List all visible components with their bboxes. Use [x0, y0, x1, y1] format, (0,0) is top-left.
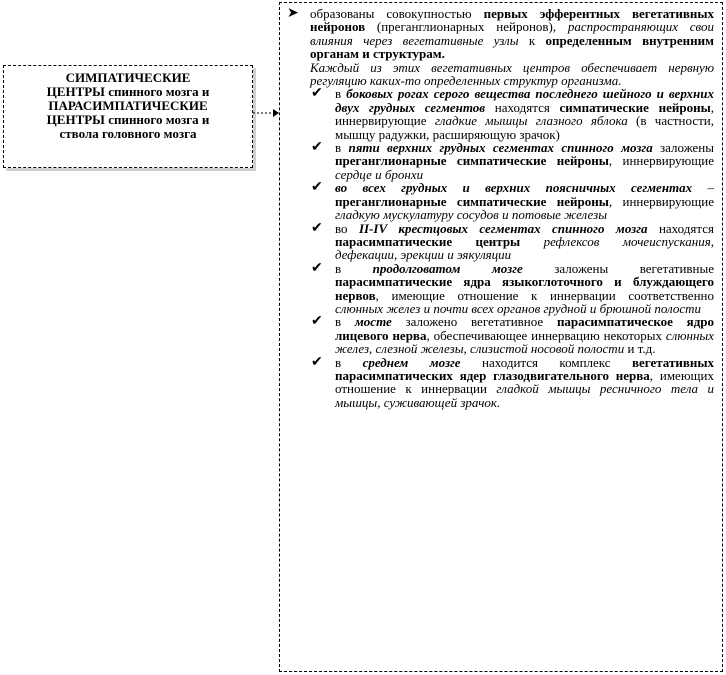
centers-list [310, 87, 714, 409]
list-item [311, 354, 715, 410]
text-run: заложены вегетативные [522, 260, 715, 276]
centers-title-line: ЦЕНТРЫ спинного мозга и [46, 84, 210, 99]
text-run: образованы совокупностью [310, 6, 484, 21]
list-item [311, 180, 715, 223]
list-item-text [335, 262, 714, 316]
text-run: в [335, 86, 347, 102]
text-run [520, 234, 543, 249]
text-run: первых эфферентных вегетативных нейронов [310, 6, 715, 35]
text-run: к [518, 32, 546, 48]
text-run: вегетативных парасимпатических ядер глазодвигательного нерва [335, 354, 714, 383]
text-run: , иннервирующие [608, 193, 715, 209]
text-run: находится комплекс [460, 354, 632, 370]
list-item-text [335, 356, 714, 410]
list-item-text [335, 315, 714, 355]
text-run: пяти верхних грудных сегментах спинного мозга [348, 140, 653, 156]
text-run: во всех грудных и верхних поясничных сегментах [335, 180, 693, 196]
text-run: рефлексов мочеиспускания, дефекации, эрекции и эякуляции [335, 233, 715, 263]
text-run: сердце и бронхи [335, 166, 424, 182]
list-item [311, 314, 715, 357]
centers-box [3, 65, 253, 168]
text-run: парасимпатические ядра языкоглоточного и блуждающего нервов [335, 274, 714, 303]
text-run: гладкие мышцы глазного яблока [434, 113, 628, 129]
text-run: преганглионарные симпатические нейроны [335, 153, 609, 169]
centers-title-line: ЦЕНТРЫ спинного мозга и [46, 112, 210, 127]
text-run: гладкой мышцы ресничного тела и мышцы, суживающей зрачок. [335, 381, 715, 410]
text-run: заложено вегетативное [391, 314, 557, 330]
text-run: в [335, 140, 349, 156]
text-run: симпатические нейроны [559, 99, 711, 115]
text-run: парасимпатическое ядро лицевого нерва [335, 314, 715, 343]
text-run: парасимпатические центры [335, 233, 521, 249]
text-run: определенным внутренним органам и структурам. [310, 32, 714, 62]
text-run: , иннервирующие [608, 153, 715, 169]
list-item-text [335, 181, 714, 221]
centers-title [4, 71, 252, 141]
text-run: распространяющих свои влияния через вегетативные узлы [310, 19, 714, 48]
check-icon: ✔ [311, 140, 323, 156]
intro-text [310, 7, 714, 61]
text-run: находятся [647, 220, 714, 236]
description-content [287, 6, 715, 410]
check-icon: ✔ [311, 180, 323, 196]
text-run: гладкую мускулатуру сосудов и потовые железы [335, 207, 608, 223]
intro-note: Каждый из этих вегетативных центров обеспечивает нервную регуляцию каких-то определенных структур организма. [310, 59, 714, 89]
text-run: заложены [652, 140, 714, 156]
intro-paragraph [287, 6, 715, 89]
check-icon: ✔ [311, 220, 323, 236]
list-item [311, 140, 715, 182]
connector-arrow [253, 107, 279, 119]
list-item-text [335, 222, 714, 262]
text-run: в [335, 354, 363, 370]
text-run: (в частности, мышцу радужки, расширяющую зрачок) [335, 113, 714, 142]
text-run: слюнных желез, слезной железы, слизистой носовой полости [335, 327, 714, 357]
text-run: , обеспечивающее иннервацию некоторых [426, 327, 666, 343]
text-run: (преганглионарных нейронов), [365, 19, 568, 35]
description-box [279, 2, 723, 672]
list-item-text [335, 87, 714, 141]
list-item [311, 260, 715, 316]
text-run: и т.д. [624, 341, 656, 357]
text-run: мосте [354, 314, 392, 330]
check-icon: ✔ [311, 314, 323, 330]
check-icon: ✔ [311, 354, 323, 370]
centers-title-line: ПАРАСИМПАТИЧЕСКИЕ [48, 98, 208, 113]
text-run: , иннервирующие [335, 99, 714, 129]
text-run: во [335, 220, 359, 236]
text-run: продолговатом мозге [372, 260, 523, 276]
check-icon: ✔ [311, 86, 323, 102]
text-run: слюнных желез и почти всех органов грудной и брюшной полости [335, 300, 701, 316]
check-icon: ✔ [311, 260, 323, 276]
text-run: находятся [485, 99, 560, 115]
list-item [311, 86, 715, 142]
text-run: , имеющих отношение к иннервации [335, 367, 714, 397]
list-item-text [335, 141, 714, 181]
text-run: среднем мозге [362, 354, 461, 370]
centers-title-line: ствола головного мозга [59, 126, 197, 141]
text-run: в [335, 314, 355, 330]
list-item [311, 220, 715, 263]
text-run: II-IV крестцовых сегментах спинного мозга [358, 220, 648, 236]
text-run: боковых рогах серого вещества последнего шейного и верхних двух грудных сегментов [335, 86, 715, 115]
text-run: преганглионарные симпатические нейроны [335, 193, 609, 209]
centers-title-line: СИМПАТИЧЕСКИЕ [65, 70, 191, 85]
text-run: в [335, 260, 373, 276]
arrow-bullet-icon: ➤ [287, 6, 299, 21]
text-run: , имеющие отношение к иннервации соответственно [375, 287, 714, 303]
text-run: – [692, 180, 715, 196]
